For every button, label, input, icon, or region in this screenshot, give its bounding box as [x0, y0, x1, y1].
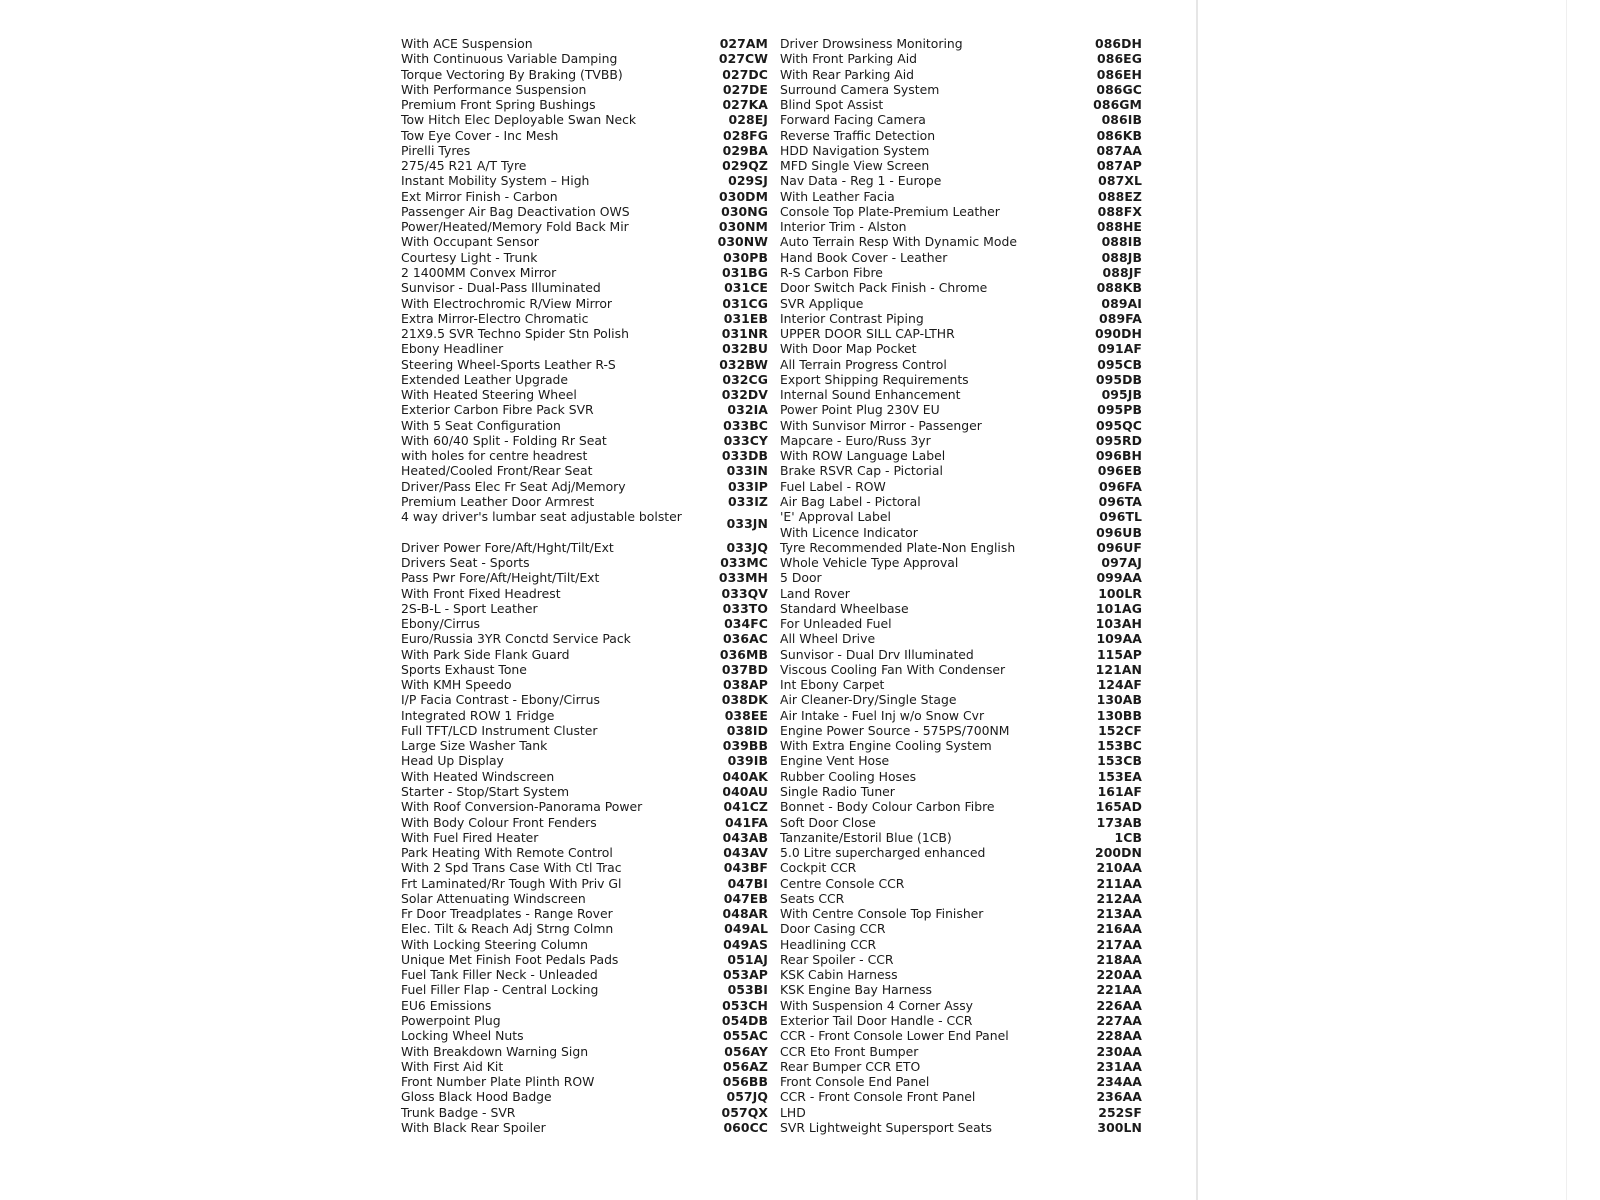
- option-description: With 60/40 Split - Folding Rr Seat: [401, 432, 607, 448]
- option-description: EU6 Emissions: [401, 997, 492, 1013]
- option-description: With Heated Steering Wheel: [401, 387, 577, 403]
- option-description: Sunvisor - Dual-Pass Illuminated: [401, 280, 601, 296]
- option-code: 038ID: [726, 722, 768, 738]
- option-code: 049AL: [724, 921, 768, 937]
- option-description: Rear Spoiler - CCR: [780, 951, 894, 967]
- option-code: 234AA: [1096, 1074, 1142, 1090]
- option-description: Engine Vent Hose: [780, 753, 890, 769]
- option-description: 4 way driver's lumbar seat adjustable bolster: [401, 509, 682, 525]
- option-code: 027DE: [722, 81, 768, 97]
- option-description: Integrated ROW 1 Fridge: [401, 707, 555, 723]
- option-code: 090DH: [1094, 326, 1142, 342]
- option-description: With ACE Suspension: [401, 36, 533, 51]
- option-code: 095RD: [1095, 432, 1142, 448]
- option-description: Drivers Seat - Sports: [401, 555, 530, 570]
- option-code: 089AI: [1101, 295, 1142, 311]
- option-description: Centre Console CCR: [780, 875, 905, 891]
- option-code: 033BC: [723, 417, 768, 433]
- option-description: Instant Mobility System – High: [401, 173, 590, 189]
- option-code: 096UB: [1096, 524, 1142, 540]
- option-code: 039BB: [722, 738, 768, 754]
- option-description: Frt Laminated/Rr Tough With Priv Gl: [401, 875, 622, 891]
- option-code: 036AC: [722, 631, 768, 647]
- option-description: Forward Facing Camera: [780, 112, 926, 128]
- option-description: Door Switch Pack Finish - Chrome: [780, 280, 988, 296]
- option-code: 087AA: [1096, 142, 1142, 158]
- option-code: 032CG: [722, 371, 768, 387]
- option-description: Pass Pwr Fore/Aft/Height/Tilt/Ext: [401, 570, 600, 586]
- option-code: 091AF: [1097, 341, 1142, 357]
- option-description: MFD Single View Screen: [780, 158, 930, 174]
- option-code: 028FG: [723, 127, 768, 143]
- option-code: 060CC: [723, 1119, 768, 1135]
- option-code: 095DB: [1095, 371, 1142, 387]
- option-code: 033TO: [722, 600, 768, 616]
- option-code: 228AA: [1096, 1028, 1142, 1044]
- option-description: With ROW Language Label: [780, 448, 946, 464]
- option-code: 230AA: [1096, 1043, 1142, 1059]
- option-description: Hand Book Cover - Leather: [780, 249, 948, 265]
- option-description: With Centre Console Top Finisher: [780, 906, 984, 922]
- option-code: 038EE: [724, 707, 768, 723]
- option-description: With Front Parking Aid: [780, 51, 918, 67]
- option-code: 210AA: [1096, 860, 1142, 876]
- option-description: Powerpoint Plug: [401, 1012, 501, 1028]
- option-code: 053AP: [722, 967, 768, 983]
- option-description: Extended Leather Upgrade: [401, 371, 569, 387]
- option-code: 031NR: [721, 326, 768, 342]
- option-description: Courtesy Light - Trunk: [401, 249, 538, 265]
- option-description: CCR - Front Console Front Panel: [780, 1089, 976, 1105]
- option-description: Ext Mirror Finish - Carbon: [401, 188, 558, 204]
- option-description: SVR Lightweight Supersport Seats: [780, 1119, 993, 1135]
- option-code: 038DK: [721, 692, 768, 708]
- option-code: 096FA: [1099, 478, 1142, 494]
- option-description: Head Up Display: [401, 753, 504, 769]
- option-code: 153BC: [1097, 738, 1142, 754]
- option-description: Surround Camera System: [780, 81, 940, 97]
- option-code: 028EJ: [728, 112, 768, 128]
- option-code: 030NW: [717, 234, 768, 250]
- option-description: With Roof Conversion-Panorama Power: [401, 799, 643, 815]
- option-description: Tyre Recommended Plate-Non English: [780, 539, 1016, 555]
- option-description: Internal Sound Enhancement: [780, 387, 961, 403]
- option-code: 220AA: [1096, 967, 1142, 983]
- option-code: 087XL: [1098, 173, 1142, 189]
- option-description: Rubber Cooling Hoses: [780, 768, 917, 784]
- option-code: 031CG: [722, 295, 768, 311]
- option-description: Ebony/Cirrus: [401, 616, 481, 632]
- option-code: 153EA: [1097, 768, 1142, 784]
- option-code: 217AA: [1096, 936, 1142, 952]
- option-code: 173AB: [1096, 814, 1142, 830]
- option-description: 275/45 R21 A/T Tyre: [401, 158, 527, 174]
- option-description: With Electrochromic R/View Mirror: [401, 295, 613, 311]
- option-description: With Fuel Fired Heater: [401, 829, 539, 845]
- option-code: 027DC: [722, 66, 768, 82]
- option-description: Large Size Washer Tank: [401, 738, 548, 754]
- option-code: 054DB: [721, 1012, 768, 1028]
- option-code: 130BB: [1096, 707, 1142, 723]
- option-description: With Black Rear Spoiler: [401, 1119, 546, 1135]
- option-code: 051AJ: [727, 951, 768, 967]
- option-code: 089FA: [1099, 310, 1142, 326]
- option-code: 053CH: [722, 997, 768, 1013]
- option-description: Reverse Traffic Detection: [780, 127, 936, 143]
- option-code: 039IB: [727, 753, 768, 769]
- option-description: With KMH Speedo: [401, 677, 512, 693]
- option-code: 048AR: [722, 906, 768, 922]
- option-code: 033IN: [726, 463, 768, 479]
- option-code: 041CZ: [723, 799, 768, 815]
- option-code: 109AA: [1096, 631, 1142, 647]
- option-description: Heated/Cooled Front/Rear Seat: [401, 463, 593, 479]
- option-code: 033MH: [718, 570, 768, 586]
- option-code: 088KB: [1096, 280, 1142, 296]
- option-code: 030DM: [719, 188, 768, 204]
- option-code: 033QV: [721, 585, 768, 601]
- option-description: 21X9.5 SVR Techno Spider Stn Polish: [401, 326, 629, 342]
- option-code: 236AA: [1096, 1089, 1142, 1105]
- option-code: 049AS: [723, 936, 768, 952]
- option-description: with holes for centre headrest: [401, 448, 588, 464]
- option-description: Power Point Plug 230V EU: [780, 402, 940, 418]
- option-description: All Terrain Progress Control: [780, 356, 947, 372]
- left-description-column: [401, 36, 701, 1135]
- option-description: Locking Wheel Nuts: [401, 1028, 524, 1044]
- option-description: 2S-B-L - Sport Leather: [401, 600, 538, 616]
- option-code: 218AA: [1096, 951, 1142, 967]
- option-code: 096UF: [1097, 539, 1142, 555]
- option-description: Sports Exhaust Tone: [401, 661, 527, 677]
- option-code: 226AA: [1096, 997, 1142, 1013]
- option-description: Bonnet - Body Colour Carbon Fibre: [780, 799, 995, 815]
- option-code: 031EB: [723, 310, 768, 326]
- option-code: 033MC: [720, 555, 768, 570]
- option-code: 096BH: [1095, 448, 1142, 464]
- option-description: With Sunvisor Mirror - Passenger: [780, 417, 982, 433]
- option-description: Steering Wheel-Sports Leather R-S: [401, 356, 616, 372]
- option-description: Front Number Plate Plinth ROW: [401, 1074, 595, 1090]
- option-description: Air Cleaner-Dry/Single Stage: [780, 692, 957, 708]
- option-code: 121AN: [1095, 661, 1142, 677]
- option-description: Headlining CCR: [780, 936, 877, 952]
- option-code: 056AZ: [723, 1058, 768, 1074]
- option-code: 030NM: [718, 219, 768, 235]
- option-code: 212AA: [1096, 890, 1142, 906]
- option-description: 'E' Approval Label: [780, 509, 891, 525]
- option-description: For Unleaded Fuel: [780, 616, 892, 632]
- option-description: Fuel Label - ROW: [780, 478, 886, 494]
- option-description: Unique Met Finish Foot Pedals Pads: [401, 951, 619, 967]
- option-code: 088IB: [1101, 234, 1142, 250]
- option-description: R-S Carbon Fibre: [780, 264, 883, 280]
- option-code: 115AP: [1096, 646, 1142, 662]
- option-code: 161AF: [1097, 784, 1142, 800]
- option-code: 096TL: [1099, 509, 1142, 525]
- option-description: Driver Power Fore/Aft/Hght/Tilt/Ext: [401, 539, 614, 555]
- option-description: Auto Terrain Resp With Dynamic Mode: [780, 234, 1017, 250]
- option-description: Park Heating With Remote Control: [401, 845, 613, 861]
- option-code: 252SF: [1098, 1104, 1142, 1120]
- option-description: Extra Mirror-Electro Chromatic: [401, 310, 589, 326]
- option-description: Torque Vectoring By Braking (TVBB): [401, 66, 623, 82]
- option-description: Viscous Cooling Fan With Condenser: [780, 661, 1006, 677]
- option-description: All Wheel Drive: [780, 631, 876, 647]
- option-code: 231AA: [1096, 1058, 1142, 1074]
- option-description: With Park Side Flank Guard: [401, 646, 570, 662]
- option-description: Nav Data - Reg 1 - Europe: [780, 173, 942, 189]
- option-code: 043AB: [722, 829, 768, 845]
- option-code: 088JF: [1102, 264, 1142, 280]
- option-description: Engine Power Source - 575PS/700NM: [780, 722, 1010, 738]
- option-description: Fuel Filler Flap - Central Locking: [401, 982, 599, 998]
- option-code: 037BD: [721, 661, 768, 677]
- option-description: Sunvisor - Dual Drv Illuminated: [780, 646, 974, 662]
- option-code: 033IP: [727, 478, 768, 494]
- left-code-column: [700, 36, 768, 1135]
- option-description: Premium Front Spring Bushings: [401, 97, 596, 113]
- option-description: Single Radio Tuner: [780, 784, 895, 800]
- option-code: 043AV: [723, 845, 768, 861]
- option-code: 095JB: [1101, 387, 1142, 403]
- option-description: Interior Contrast Piping: [780, 310, 924, 326]
- option-description: Standard Wheelbase: [780, 600, 909, 616]
- option-description: Console Top Plate-Premium Leather: [780, 203, 1000, 219]
- option-code: 101AG: [1095, 600, 1142, 616]
- option-description: With Heated Windscreen: [401, 768, 555, 784]
- option-code: 030NG: [721, 203, 768, 219]
- option-code: 096EB: [1097, 463, 1142, 479]
- option-code: 086GM: [1093, 97, 1142, 113]
- option-description: Driver/Pass Elec Fr Seat Adj/Memory: [401, 478, 626, 494]
- option-description: Fuel Tank Filler Neck - Unleaded: [401, 967, 598, 983]
- option-description: Fr Door Treadplates - Range Rover: [401, 906, 613, 922]
- option-code: 033CY: [723, 432, 768, 448]
- option-description: UPPER DOOR SILL CAP-LTHR: [780, 326, 955, 342]
- option-code: 221AA: [1096, 982, 1142, 998]
- option-description: SVR Applique: [780, 295, 864, 311]
- option-description: Soft Door Close: [780, 814, 876, 830]
- option-description: Land Rover: [780, 585, 850, 601]
- option-code: 088JB: [1101, 249, 1142, 265]
- option-description: With Extra Engine Cooling System: [780, 738, 992, 754]
- option-code: 056AY: [724, 1043, 768, 1059]
- option-code: 032BU: [722, 341, 768, 357]
- option-code: 033IZ: [728, 493, 768, 509]
- option-description: Premium Leather Door Armrest: [401, 493, 595, 509]
- option-description: Power/Heated/Memory Fold Back Mir: [401, 219, 629, 235]
- option-description: CCR - Front Console Lower End Panel: [780, 1028, 1009, 1044]
- option-description: With Leather Facia: [780, 188, 895, 204]
- option-description: Export Shipping Requirements: [780, 371, 969, 387]
- option-code: 031BG: [722, 264, 768, 280]
- option-description: I/P Facia Contrast - Ebony/Cirrus: [401, 692, 600, 708]
- option-code: 1CB: [1114, 829, 1142, 845]
- option-code: 047BI: [727, 875, 768, 891]
- option-description: Elec. Tilt & Reach Adj Strng Colmn: [401, 921, 614, 937]
- option-code: 029BA: [722, 142, 768, 158]
- option-code: 227AA: [1096, 1013, 1142, 1028]
- option-code: 088FX: [1097, 203, 1142, 219]
- option-description: Air Bag Label - Pictoral: [780, 493, 921, 509]
- option-code: 033DB: [721, 448, 768, 464]
- option-description: Trunk Badge - SVR: [401, 1104, 516, 1120]
- option-description: 5.0 Litre supercharged enhanced: [780, 845, 986, 861]
- option-description: With Licence Indicator: [780, 524, 918, 540]
- option-code: 043BF: [723, 860, 768, 876]
- option-code: 047EB: [723, 890, 768, 906]
- option-code: 029SJ: [728, 173, 768, 189]
- option-description: Air Intake - Fuel Inj w/o Snow Cvr: [780, 707, 985, 723]
- option-description: Blind Spot Assist: [780, 97, 884, 113]
- option-code: 086KB: [1096, 127, 1142, 143]
- option-description: Tow Eye Cover - Inc Mesh: [401, 127, 559, 143]
- option-code: 124AF: [1097, 677, 1142, 693]
- option-code: 087AP: [1096, 158, 1142, 174]
- option-code: 056BB: [722, 1074, 768, 1090]
- option-description: Rear Bumper CCR ETO: [780, 1058, 921, 1074]
- option-description: With Front Fixed Headrest: [401, 585, 561, 601]
- option-code: 153CB: [1097, 753, 1142, 769]
- option-code: 103AH: [1095, 616, 1142, 632]
- option-description: With 5 Seat Configuration: [401, 417, 561, 433]
- option-description: Brake RSVR Cap - Pictorial: [780, 463, 943, 479]
- option-code: 086GC: [1096, 81, 1142, 97]
- option-description: HDD Navigation System: [780, 142, 930, 158]
- option-description: Driver Drowsiness Monitoring: [780, 36, 963, 51]
- option-description: Cockpit CCR: [780, 860, 857, 876]
- option-code: 032IA: [727, 402, 768, 418]
- option-description: With Rear Parking Aid: [780, 66, 915, 82]
- option-description: Exterior Carbon Fibre Pack SVR: [401, 402, 594, 418]
- option-description: With Door Map Pocket: [780, 341, 917, 357]
- option-code: 040AU: [722, 783, 768, 799]
- option-description: Exterior Tail Door Handle - CCR: [780, 1013, 973, 1028]
- option-description: With Body Colour Front Fenders: [401, 814, 597, 830]
- option-description: Ebony Headliner: [401, 341, 504, 357]
- option-description: Euro/Russia 3YR Conctd Service Pack: [401, 631, 631, 647]
- option-code: 053BI: [727, 982, 768, 998]
- option-code: 088HE: [1096, 219, 1142, 235]
- option-description: Door Casing CCR: [780, 921, 886, 937]
- option-description: With 2 Spd Trans Case With Ctl Trac: [401, 860, 622, 876]
- option-code: 040AK: [722, 768, 768, 784]
- option-code: 095PB: [1097, 402, 1142, 418]
- option-description: LHD: [780, 1104, 806, 1120]
- option-description: KSK Cabin Harness: [780, 967, 898, 983]
- option-code: 038AP: [722, 677, 768, 693]
- option-description: Pirelli Tyres: [401, 142, 471, 158]
- option-code: 033JN: [726, 516, 768, 532]
- option-code: 086EH: [1096, 66, 1142, 82]
- option-code: 057QX: [721, 1104, 768, 1120]
- option-code: 030PB: [723, 249, 768, 265]
- option-description: Interior Trim - Alston: [780, 219, 907, 235]
- option-code: 216AA: [1096, 921, 1142, 937]
- option-code: 211AA: [1096, 875, 1142, 891]
- option-code: 029QZ: [722, 158, 768, 174]
- option-description: Mapcare - Euro/Russ 3yr: [780, 432, 931, 448]
- option-description: Solar Attenuating Windscreen: [401, 890, 586, 906]
- option-code: 099AA: [1096, 570, 1142, 586]
- option-code: 032BW: [719, 356, 768, 372]
- option-description: KSK Engine Bay Harness: [780, 982, 932, 998]
- option-code: 036MB: [719, 646, 768, 662]
- option-description: With Suspension 4 Corner Assy: [780, 997, 974, 1013]
- option-code: 097AJ: [1101, 555, 1142, 571]
- option-description: Gloss Black Hood Badge: [401, 1089, 552, 1105]
- option-description: Front Console End Panel: [780, 1074, 930, 1090]
- option-code: 086IB: [1101, 112, 1142, 128]
- option-code: 096TA: [1098, 493, 1142, 509]
- option-code: 100LR: [1098, 585, 1142, 601]
- option-description: Full TFT/LCD Instrument Cluster: [401, 722, 598, 738]
- option-description: With Continuous Variable Damping: [401, 51, 618, 67]
- option-code: 095CB: [1097, 356, 1142, 372]
- option-code: 041FA: [725, 814, 768, 830]
- option-description: Tow Hitch Elec Deployable Swan Neck: [401, 112, 637, 128]
- option-code: 057JQ: [726, 1089, 768, 1105]
- option-code: 165AD: [1095, 799, 1142, 815]
- option-code: 032DV: [721, 387, 768, 403]
- option-description: 2 1400MM Convex Mirror: [401, 264, 557, 280]
- option-description: With Occupant Sensor: [401, 234, 539, 250]
- right-code-column: [1090, 36, 1142, 1135]
- option-code: 130AB: [1096, 692, 1142, 708]
- option-description: Tanzanite/Estoril Blue (1CB): [780, 829, 952, 845]
- option-description: Starter - Stop/Start System: [401, 783, 570, 799]
- option-code: 086DH: [1094, 36, 1142, 51]
- option-code: 027AM: [719, 36, 768, 51]
- option-description: With First Aid Kit: [401, 1058, 504, 1074]
- option-code: 095QC: [1096, 417, 1142, 433]
- option-description: Passenger Air Bag Deactivation OWS: [401, 203, 630, 219]
- right-description-column: [780, 36, 1090, 1135]
- option-description: With Locking Steering Column: [401, 936, 589, 952]
- option-code: 152CF: [1098, 722, 1142, 738]
- option-description: With Breakdown Warning Sign: [401, 1043, 589, 1059]
- option-code: 213AA: [1096, 906, 1142, 922]
- option-description: Whole Vehicle Type Approval: [780, 555, 959, 571]
- option-code: 055AC: [722, 1028, 768, 1044]
- option-code: 086EG: [1097, 51, 1142, 67]
- option-code: 033JQ: [726, 539, 768, 555]
- option-description: 5 Door: [780, 570, 822, 586]
- option-code: 027CW: [718, 51, 768, 67]
- option-code: 300LN: [1097, 1119, 1142, 1135]
- option-description: Int Ebony Carpet: [780, 677, 885, 693]
- option-description: With Performance Suspension: [401, 81, 587, 97]
- option-code: 031CE: [724, 280, 768, 296]
- option-description: Seats CCR: [780, 890, 845, 906]
- option-description: CCR Eto Front Bumper: [780, 1043, 919, 1059]
- option-code: 088EZ: [1098, 188, 1142, 204]
- option-code: 034FC: [724, 616, 768, 632]
- option-code: 200DN: [1094, 845, 1142, 861]
- option-code: 027KA: [722, 97, 768, 113]
